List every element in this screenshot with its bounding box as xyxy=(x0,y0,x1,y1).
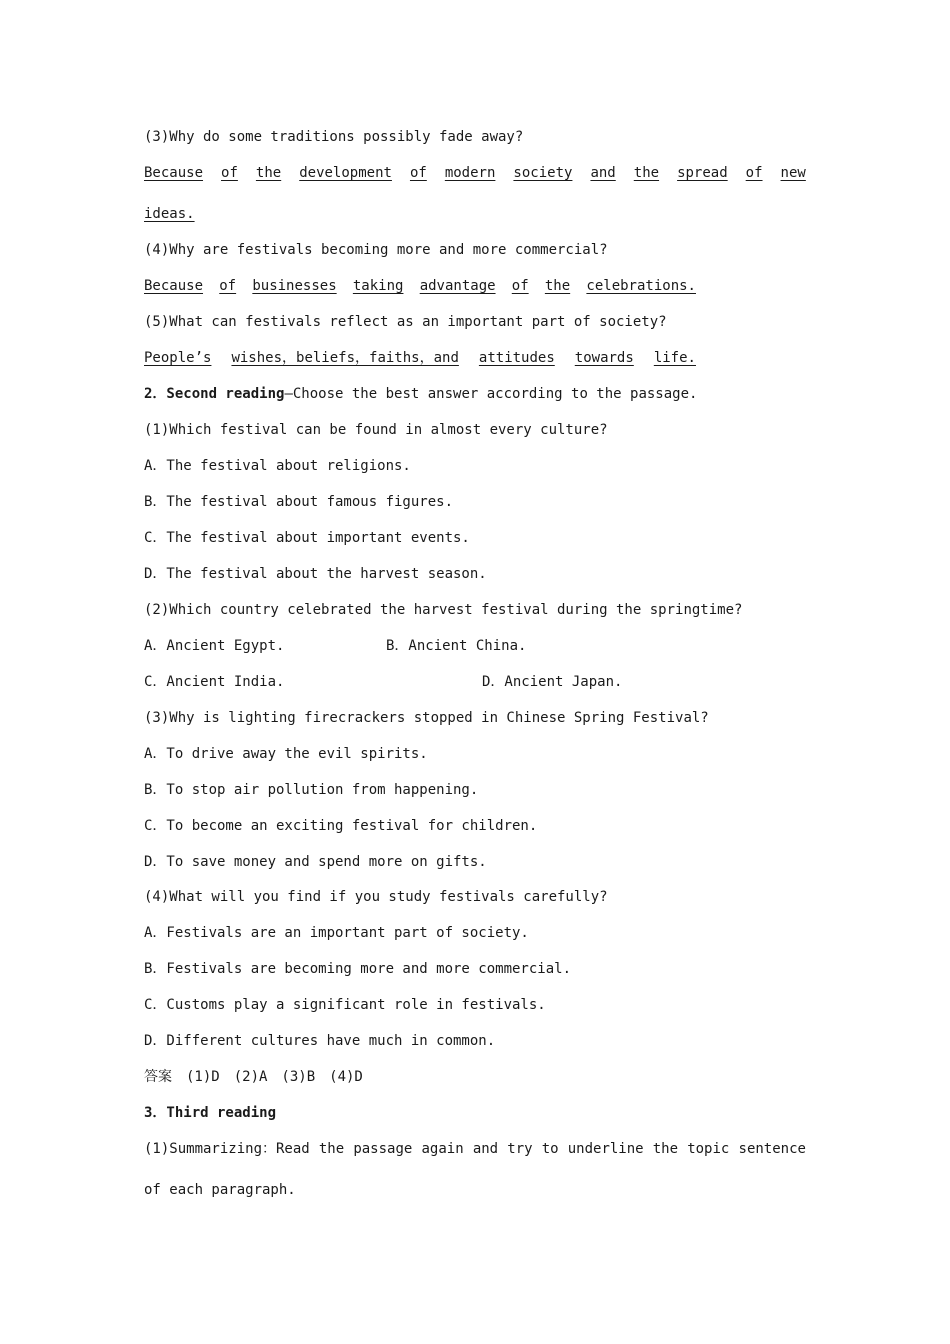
word: (1)Summarizing：Read xyxy=(144,1141,310,1157)
word: of xyxy=(511,278,529,294)
third-reading-heading: 3．Third reading xyxy=(144,1105,277,1121)
word: of xyxy=(219,278,237,294)
mc2-option-d: D．Ancient Japan. xyxy=(482,674,623,690)
second-reading-instruction: —Choose the best answer according to the passage. xyxy=(284,386,698,402)
mc3-option-d: D．To save money and spend more on gifts. xyxy=(144,854,487,870)
mc4-option-b: B．Festivals are becoming more and more commercial. xyxy=(144,961,572,977)
mc3-option-c: C．To become an exciting festival for children. xyxy=(144,818,538,834)
word: wishes，beliefs，faiths，and xyxy=(231,350,459,366)
word: Because xyxy=(144,278,204,294)
word: modern xyxy=(444,165,496,181)
word: of xyxy=(409,165,427,181)
word: sentence xyxy=(738,1141,806,1157)
word: development xyxy=(299,165,392,181)
mc4-option-c: C．Customs play a significant role in festivals. xyxy=(144,997,546,1013)
word: to xyxy=(541,1141,559,1157)
answer-3-line-2: ideas. xyxy=(144,206,195,222)
mc2-question: (2)Which country celebrated the harvest festival during the springtime? xyxy=(144,602,743,618)
mc2-option-b: B．Ancient China. xyxy=(386,638,527,654)
word: topic xyxy=(687,1141,730,1157)
mc3-option-b: B．To stop air pollution from happening. xyxy=(144,782,479,798)
mc4-question: (4)What will you find if you study festivals carefully? xyxy=(144,889,608,905)
answer-5 xyxy=(144,348,696,368)
mc1-option-b: B．The festival about famous figures. xyxy=(144,494,454,510)
mc4-option-d: D．Different cultures have much in common. xyxy=(144,1033,496,1049)
word: and xyxy=(590,165,616,181)
answer-4 xyxy=(144,276,696,296)
word: celebrations. xyxy=(586,278,696,294)
word: try xyxy=(507,1141,533,1157)
word: Because xyxy=(144,165,204,181)
question-5: (5)What can festivals reflect as an important part of society? xyxy=(144,314,667,330)
word: the xyxy=(255,165,282,181)
word: People’s xyxy=(144,350,212,366)
word: advantage xyxy=(419,278,496,294)
mc3-question: (3)Why is lighting firecrackers stopped in Chinese Spring Festival? xyxy=(144,710,709,726)
answer-key: 答案 (1)D (2)A (3)B (4)D xyxy=(144,1069,363,1085)
question-4: (4)Why are festivals becoming more and more commercial? xyxy=(144,242,608,258)
word: of xyxy=(745,165,763,181)
second-reading-heading: 2．Second reading xyxy=(144,386,285,402)
word: passage xyxy=(353,1141,413,1157)
summarizing-line-1 xyxy=(144,1139,806,1159)
mc3-option-a: A．To drive away the evil spirits. xyxy=(144,746,428,762)
word: new xyxy=(780,165,806,181)
word: again xyxy=(421,1141,464,1157)
question-3: (3)Why do some traditions possibly fade away? xyxy=(144,129,524,145)
word: society xyxy=(513,165,573,181)
word: life. xyxy=(653,350,696,366)
answer-3-line-1 xyxy=(144,163,806,183)
word: the xyxy=(633,165,660,181)
word: the xyxy=(318,1141,345,1157)
summarizing-line-2: of each paragraph. xyxy=(144,1182,296,1198)
second-reading-header xyxy=(144,384,697,404)
word: attitudes xyxy=(478,350,555,366)
mc2-option-c: C．Ancient India. xyxy=(144,674,285,690)
word: towards xyxy=(574,350,634,366)
word: spread xyxy=(677,165,728,181)
word: and xyxy=(472,1141,499,1157)
mc1-option-c: C．The festival about important events. xyxy=(144,530,470,546)
mc1-question: (1)Which festival can be found in almost every culture? xyxy=(144,422,608,438)
word: the xyxy=(544,278,571,294)
word: the xyxy=(652,1141,679,1157)
mc1-option-a: A．The festival about religions. xyxy=(144,458,411,474)
word: of xyxy=(221,165,238,181)
word: underline xyxy=(567,1141,644,1157)
mc1-option-d: D．The festival about the harvest season. xyxy=(144,566,487,582)
word: businesses xyxy=(252,278,337,294)
word: taking xyxy=(352,278,404,294)
mc4-option-a: A．Festivals are an important part of society. xyxy=(144,925,529,941)
mc2-option-a: A．Ancient Egypt. xyxy=(144,638,285,654)
